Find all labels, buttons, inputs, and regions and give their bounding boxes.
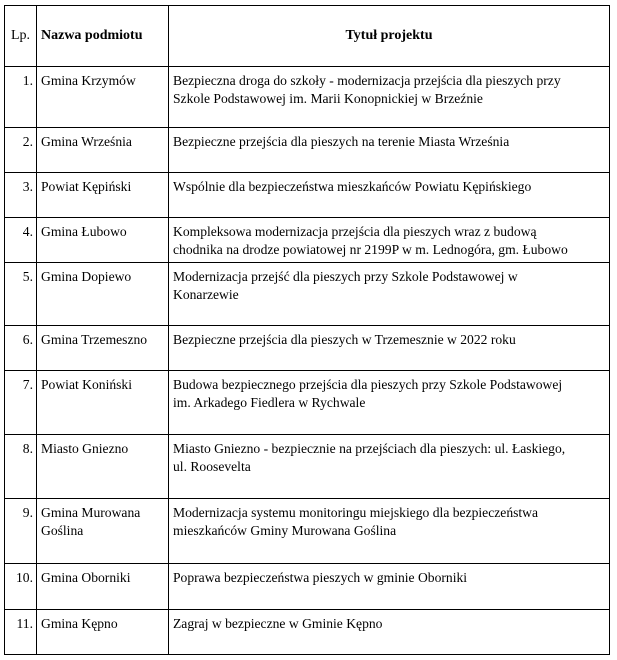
project-title-line: Budowa bezpiecznego przejścia dla pieszych przy Szkole Podstawowej xyxy=(173,377,563,392)
row-number: 1. xyxy=(5,67,37,128)
row-number: 6. xyxy=(5,326,37,371)
entity-name: Gmina Łubowo xyxy=(37,218,169,263)
table-row xyxy=(5,128,610,173)
project-title xyxy=(169,610,610,655)
row-number: 10. xyxy=(5,564,37,610)
entity-name: Powiat Koniński xyxy=(37,371,169,435)
entity-name: Gmina Dopiewo xyxy=(37,263,169,326)
row-number: 3. xyxy=(5,173,37,218)
table-row xyxy=(5,218,610,263)
header-row xyxy=(5,6,610,67)
project-title-line: Bezpieczne przejścia dla pieszych na terenie Miasta Września xyxy=(173,134,510,149)
table-row xyxy=(5,371,610,435)
project-title-line: Modernizacja przejść dla pieszych przy Szkole Podstawowej w xyxy=(173,269,518,284)
table-row xyxy=(5,173,610,218)
entity-name: Gmina Kępno xyxy=(37,610,169,655)
entity-name xyxy=(37,499,169,564)
project-title-line: Miasto Gniezno - bezpiecznie na przejściach dla pieszych: ul. Łaskiego, xyxy=(173,441,566,456)
table-row xyxy=(5,263,610,326)
row-number: 5. xyxy=(5,263,37,326)
project-title-line: Kompleksowa modernizacja przejścia dla pieszych wraz z budową xyxy=(173,224,537,239)
project-title xyxy=(169,173,610,218)
table-row xyxy=(5,564,610,610)
project-title-line: mieszkańców Gminy Murowana Goślina xyxy=(173,523,397,538)
entity-name-line: Gmina Murowana xyxy=(41,505,141,520)
row-number: 2. xyxy=(5,128,37,173)
project-title xyxy=(169,499,610,564)
projects-table xyxy=(4,5,610,655)
entity-name: Gmina Krzymów xyxy=(37,67,169,128)
row-number: 11. xyxy=(5,610,37,655)
project-title-line: chodnika na drodze powiatowej nr 2199P w m. Lednogóra, gm. Łubowo xyxy=(173,242,568,257)
project-title xyxy=(169,371,610,435)
table-row xyxy=(5,326,610,371)
project-title xyxy=(169,67,610,128)
header-title: Tytuł projektu xyxy=(169,6,610,67)
project-title-line: Zagraj w bezpieczne w Gminie Kępno xyxy=(173,616,383,631)
project-title xyxy=(169,263,610,326)
row-number: 4. xyxy=(5,218,37,263)
project-title-line: Bezpieczna droga do szkoły - modernizacja przejścia dla pieszych przy xyxy=(173,73,561,88)
entity-name: Gmina Września xyxy=(37,128,169,173)
row-number: 8. xyxy=(5,435,37,499)
project-title xyxy=(169,128,610,173)
project-title-line: Szkole Podstawowej im. Marii Konopnickiej w Brzeźnie xyxy=(173,91,483,106)
project-title xyxy=(169,218,610,263)
project-title xyxy=(169,564,610,610)
project-title-line: ul. Roosevelta xyxy=(173,459,251,474)
table-row xyxy=(5,610,610,655)
project-title-line: Wspólnie dla bezpieczeństwa mieszkańców Powiatu Kępińskiego xyxy=(173,179,532,194)
header-lp: Lp. xyxy=(5,6,37,67)
entity-name: Miasto Gniezno xyxy=(37,435,169,499)
entity-name-line: Goślina xyxy=(41,523,84,538)
project-title xyxy=(169,326,610,371)
entity-name: Powiat Kępiński xyxy=(37,173,169,218)
project-title-line: Modernizacja systemu monitoringu miejskiego dla bezpieczeństwa xyxy=(173,505,539,520)
entity-name: Gmina Oborniki xyxy=(37,564,169,610)
row-number: 9. xyxy=(5,499,37,564)
project-title-line: Bezpieczne przejścia dla pieszych w Trzemesznie w 2022 roku xyxy=(173,332,516,347)
project-title-line: Poprawa bezpieczeństwa pieszych w gminie Oborniki xyxy=(173,570,468,585)
table-row xyxy=(5,499,610,564)
header-name: Nazwa podmiotu xyxy=(37,6,169,67)
entity-name: Gmina Trzemeszno xyxy=(37,326,169,371)
project-title xyxy=(169,435,610,499)
table-row xyxy=(5,435,610,499)
table-row xyxy=(5,67,610,128)
row-number: 7. xyxy=(5,371,37,435)
project-title-line: im. Arkadego Fiedlera w Rychwale xyxy=(173,395,366,410)
project-title-line: Konarzewie xyxy=(173,287,239,302)
